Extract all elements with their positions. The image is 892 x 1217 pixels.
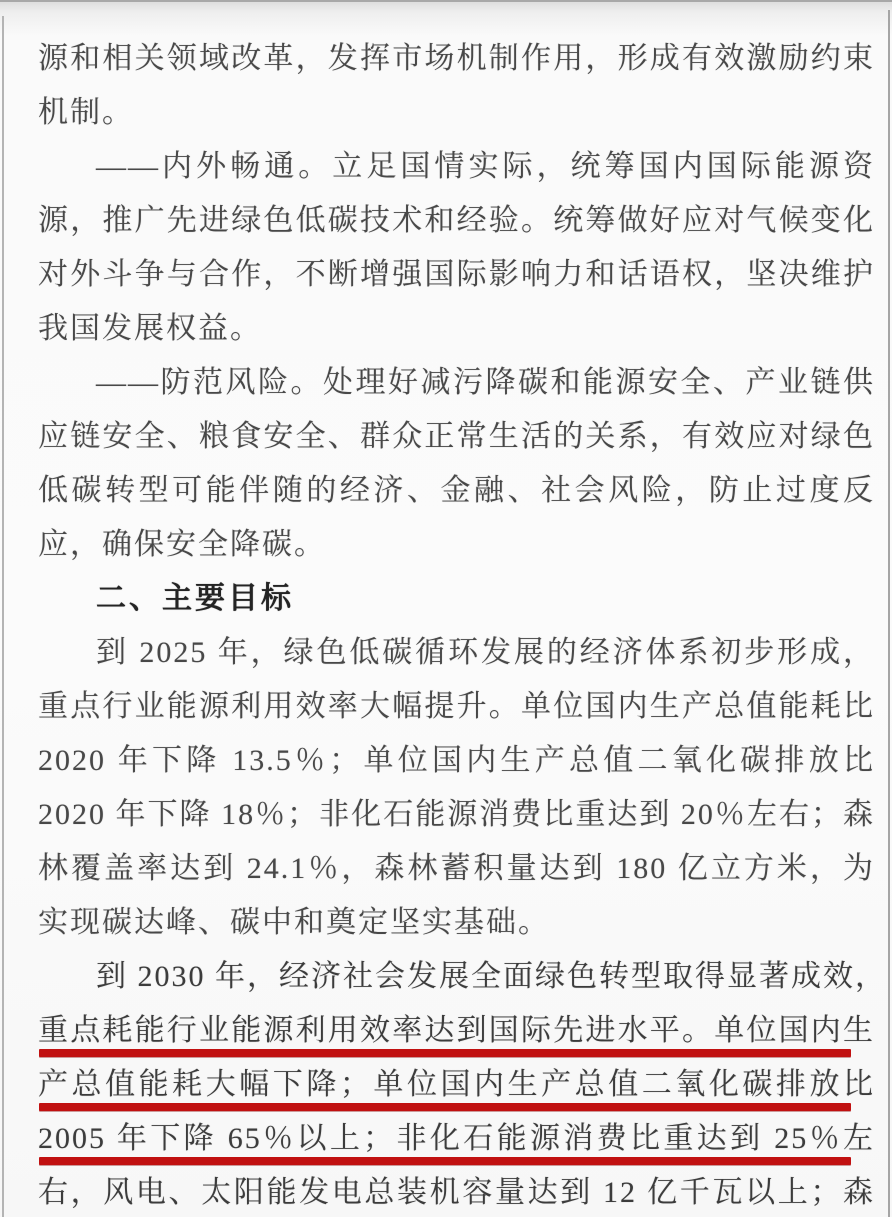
red-underline-annotation [39,1049,851,1057]
text-line: 应，确保安全降碳。 [38,528,326,561]
red-underline-annotation [39,1157,851,1165]
text-line-underlined [38,1058,875,1112]
text-line: 到 2025 年，绿色低碳循环发展的经济体系初步形成， [96,636,875,669]
text-line: 实现碳达峰、碳中和奠定坚实基础。 [38,906,550,939]
text-line: 2020 年下降 18％；非化石能源消费比重达到 20％左右；森 [38,798,875,831]
red-underline-annotation [39,1103,851,1111]
section-heading: 二、主要目标 [96,582,294,615]
document-text-block [38,32,887,1217]
text-line-content: 重点耗能行业能源利用效率达到国际先进水平。单位国内生 [38,1014,875,1047]
text-line-underlined [38,1112,875,1166]
text-line: 源，推广先进绿色低碳技术和经验。统筹做好应对气候变化 [38,204,875,237]
text-line: 机制。 [38,96,134,129]
text-line: 到 2030 年，经济社会发展全面绿色转型取得显著成效， [96,960,887,993]
text-line-underlined [38,1004,875,1058]
text-line: ——防范风险。处理好减污降碳和能源安全、产业链供 [96,366,875,399]
text-line-content: 产总值能耗大幅下降；单位国内生产总值二氧化碳排放比 [38,1068,875,1101]
text-line: 我国发展权益。 [38,312,262,345]
text-line: 林覆盖率达到 24.1％，森林蓄积量达到 180 亿立方米，为 [38,852,875,885]
text-line: 2020 年下降 13.5％；单位国内生产总值二氧化碳排放比 [38,744,875,777]
text-line: 重点行业能源利用效率大幅提升。单位国内生产总值能耗比 [38,690,875,723]
text-line: ——内外畅通。立足国情实际，统筹国内国际能源资 [96,150,875,183]
page-right-border [888,10,890,1217]
page-left-border [2,16,4,1217]
text-line: 源和相关领域改革，发挥市场机制作用，形成有效激励约束 [38,42,875,75]
text-line-content: 2005 年下降 65％以上；非化石能源消费比重达到 25％左 [38,1122,875,1155]
text-line: 右，风电、太阳能发电总装机容量达到 12 亿千瓦以上；森 [38,1176,875,1209]
text-line: 应链安全、粮食安全、群众正常生活的关系，有效应对绿色 [38,420,875,453]
text-line: 对外斗争与合作，不断增强国际影响力和话语权，坚决维护 [38,258,875,291]
text-line: 低碳转型可能伴随的经济、金融、社会风险，防止过度反 [38,474,875,507]
